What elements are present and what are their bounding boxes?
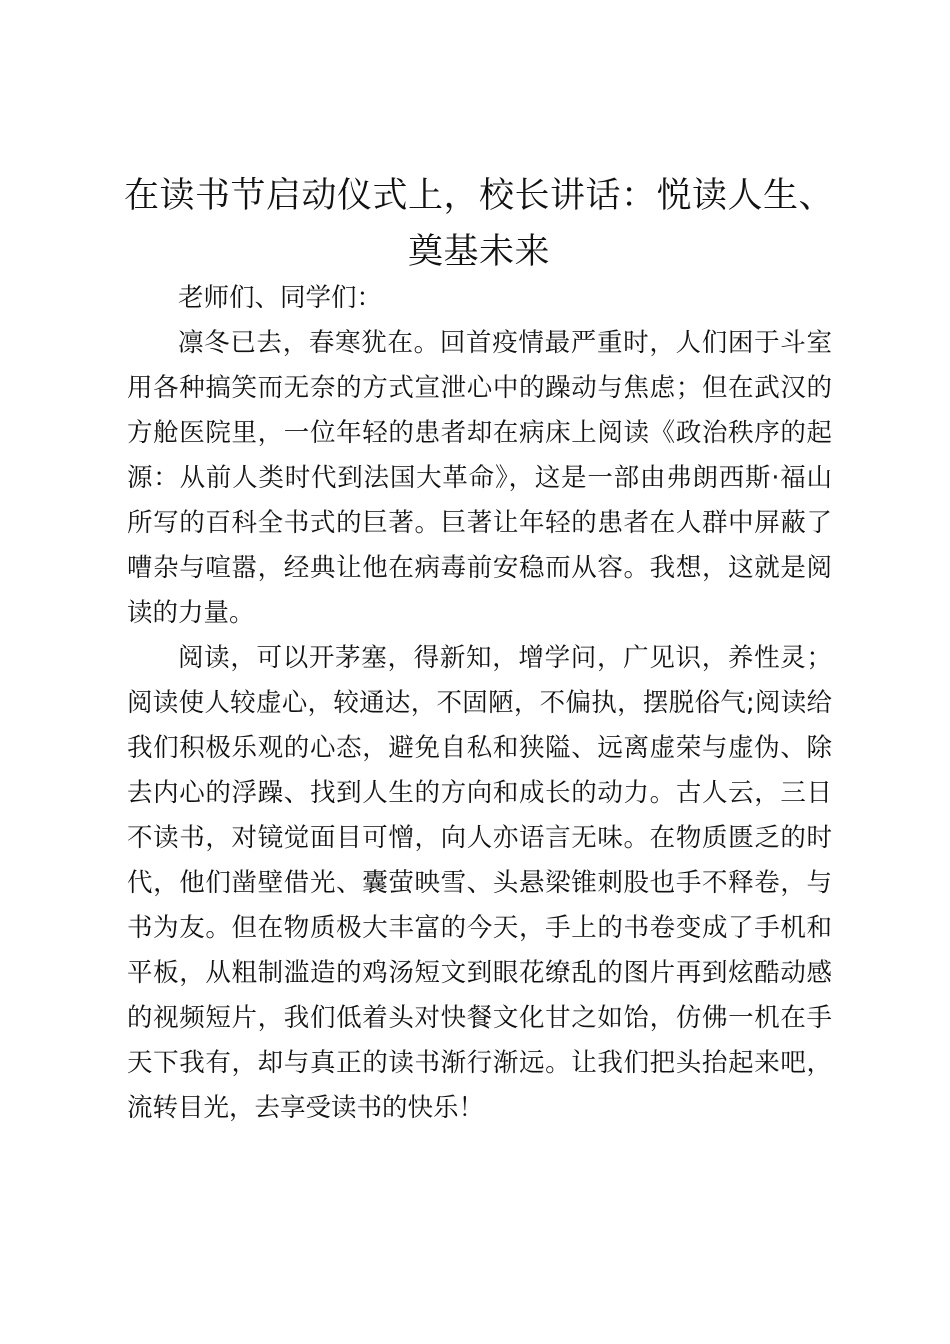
salutation: 老师们、同学们： (178, 283, 383, 313)
paragraph-2: 阅读，可以开茅塞，得新知，增学问，广见识，养性灵；阅读使人较虚心，较通达，不固陋，不偏执，摆脱俗气;阅读给我们积极乐观的心态，避免自私和狭隘、远离虚荣与虚伪、除去内心的浮躁、找到人生的方向和成长的动力。古人云，三日不读书，对镜觉面目可憎，向人亦语言无味。在物质匮乏的时代，他们凿壁借光、囊萤映雪、头悬梁锥刺股也手不释卷，与书为友。但在物质极大丰富的今天，手上的书卷变成了手机和平板，从粗制滥造的鸡汤短文到眼花缭乱的图片再到炫酷动感的视频短片，我们低着头对快餐文化甘之如饴，仿佛一机在手天下我有，却与真正的读书渐行渐远。让我们把头抬起来吧，流转目光，去享受读书的快乐！ (127, 643, 832, 1123)
document-body (127, 276, 832, 1131)
document-title: 在读书节启动仪式上，校长讲话：悦读人生、奠基未来 (124, 176, 835, 272)
paragraph-1: 凛冬已去，春寒犹在。回首疫情最严重时，人们困于斗室用各种搞笑而无奈的方式宣泄心中的躁动与焦虑；但在武汉的方舱医院里，一位年轻的患者却在病床上阅读《政治秩序的起源：从前人类时代到法国大革命》，这是一部由弗朗西斯·福山所写的百科全书式的巨著。巨著让年轻的患者在人群中屏蔽了嘈杂与喧嚣，经典让他在病毒前安稳而从容。我想，这就是阅读的力量。 (127, 328, 832, 628)
